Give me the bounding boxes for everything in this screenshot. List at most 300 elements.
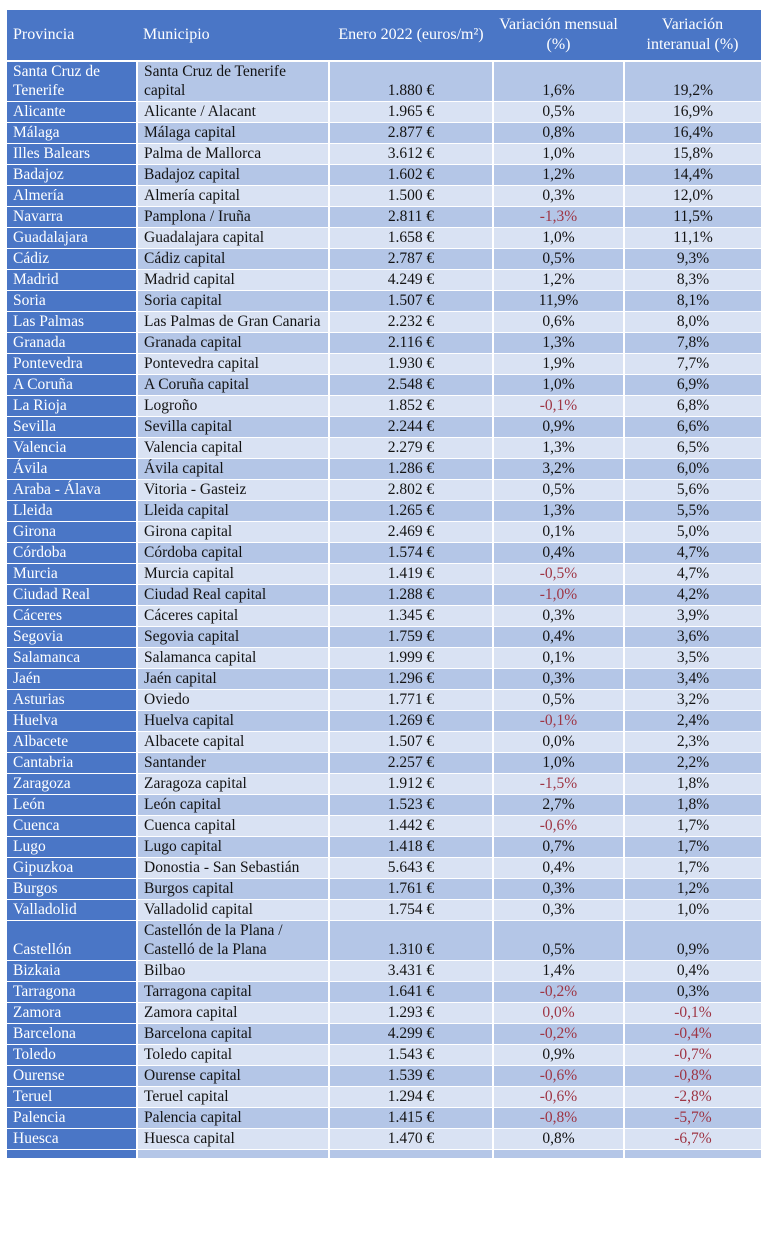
price-cell: 1.965 € xyxy=(329,102,493,123)
table-row xyxy=(7,1129,761,1150)
provincia-cell: Tarragona xyxy=(7,982,137,1003)
monthly-variation-cell: 0,5% xyxy=(493,480,624,501)
price-cell: 2.811 € xyxy=(329,207,493,228)
table-row xyxy=(7,921,761,961)
table-row xyxy=(7,648,761,669)
monthly-variation-cell: 0,5% xyxy=(493,921,624,961)
yearly-variation-cell: 7,8% xyxy=(624,333,761,354)
table-cutoff xyxy=(7,1150,761,1159)
price-cell: 2.802 € xyxy=(329,480,493,501)
provincia-cell: Badajoz xyxy=(7,165,137,186)
monthly-variation-cell: 0,8% xyxy=(493,1129,624,1150)
municipio-cell: Salamanca capital xyxy=(137,648,329,669)
yearly-variation-cell: 8,1% xyxy=(624,291,761,312)
yearly-variation-cell: 4,2% xyxy=(624,585,761,606)
price-cell: 2.469 € xyxy=(329,522,493,543)
price-cell: 1.641 € xyxy=(329,982,493,1003)
header-row xyxy=(7,10,761,61)
monthly-variation-cell: 1,0% xyxy=(493,144,624,165)
municipio-cell: Palma de Mallorca xyxy=(137,144,329,165)
cutoff-cell xyxy=(493,1150,624,1159)
municipio-cell: Guadalajara capital xyxy=(137,228,329,249)
price-cell: 3.431 € xyxy=(329,961,493,982)
price-cell: 1.415 € xyxy=(329,1108,493,1129)
monthly-variation-cell: 0,9% xyxy=(493,417,624,438)
monthly-variation-cell: 11,9% xyxy=(493,291,624,312)
monthly-variation-cell: 0,0% xyxy=(493,732,624,753)
monthly-variation-cell: 0,0% xyxy=(493,1003,624,1024)
municipio-cell: Santa Cruz de Tenerife capital xyxy=(137,61,329,102)
monthly-variation-cell: 1,9% xyxy=(493,354,624,375)
monthly-variation-cell: 1,2% xyxy=(493,165,624,186)
municipio-cell: Teruel capital xyxy=(137,1087,329,1108)
table-row xyxy=(7,459,761,480)
yearly-variation-cell: -5,7% xyxy=(624,1108,761,1129)
provincia-cell: Cáceres xyxy=(7,606,137,627)
monthly-variation-cell: 1,0% xyxy=(493,753,624,774)
table-row xyxy=(7,753,761,774)
municipio-cell: Tarragona capital xyxy=(137,982,329,1003)
municipio-cell: Huesca capital xyxy=(137,1129,329,1150)
monthly-variation-cell: 1,3% xyxy=(493,501,624,522)
table-row xyxy=(7,249,761,270)
price-cell: 1.269 € xyxy=(329,711,493,732)
provincia-cell: Navarra xyxy=(7,207,137,228)
provincia-cell: Gipuzkoa xyxy=(7,858,137,879)
provincia-cell: Huesca xyxy=(7,1129,137,1150)
monthly-variation-cell: -0,1% xyxy=(493,711,624,732)
municipio-cell: Segovia capital xyxy=(137,627,329,648)
monthly-variation-cell: 2,7% xyxy=(493,795,624,816)
provincia-cell: Zamora xyxy=(7,1003,137,1024)
price-cell: 1.771 € xyxy=(329,690,493,711)
municipio-cell: Lugo capital xyxy=(137,837,329,858)
price-cell: 2.244 € xyxy=(329,417,493,438)
municipio-cell: Zaragoza capital xyxy=(137,774,329,795)
table-row xyxy=(7,669,761,690)
provincia-cell: Almería xyxy=(7,186,137,207)
municipio-cell: Ávila capital xyxy=(137,459,329,480)
price-cell: 1.912 € xyxy=(329,774,493,795)
municipio-cell: A Coruña capital xyxy=(137,375,329,396)
monthly-variation-cell: 0,3% xyxy=(493,879,624,900)
municipio-cell: Burgos capital xyxy=(137,879,329,900)
price-cell: 2.787 € xyxy=(329,249,493,270)
table-row xyxy=(7,123,761,144)
municipio-cell: Valencia capital xyxy=(137,438,329,459)
table-row xyxy=(7,144,761,165)
price-cell: 1.293 € xyxy=(329,1003,493,1024)
monthly-variation-cell: -0,2% xyxy=(493,1024,624,1045)
price-cell: 2.257 € xyxy=(329,753,493,774)
monthly-variation-cell: 0,1% xyxy=(493,522,624,543)
price-cell: 1.288 € xyxy=(329,585,493,606)
provincia-cell: Girona xyxy=(7,522,137,543)
monthly-variation-cell: 1,6% xyxy=(493,61,624,102)
table-row xyxy=(7,1108,761,1129)
municipio-cell: Barcelona capital xyxy=(137,1024,329,1045)
cutoff-row xyxy=(7,1150,761,1159)
municipio-cell: Córdoba capital xyxy=(137,543,329,564)
monthly-variation-cell: 0,7% xyxy=(493,837,624,858)
table-row xyxy=(7,732,761,753)
monthly-variation-cell: 0,3% xyxy=(493,606,624,627)
municipio-cell: Donostia - San Sebastián xyxy=(137,858,329,879)
yearly-variation-cell: 8,0% xyxy=(624,312,761,333)
provincia-cell: Teruel xyxy=(7,1087,137,1108)
provincia-cell: Santa Cruz de Tenerife xyxy=(7,61,137,102)
municipio-cell: Bilbao xyxy=(137,961,329,982)
price-cell: 2.279 € xyxy=(329,438,493,459)
municipio-cell: Albacete capital xyxy=(137,732,329,753)
provincia-cell: Soria xyxy=(7,291,137,312)
monthly-variation-cell: -1,5% xyxy=(493,774,624,795)
monthly-variation-cell: -0,5% xyxy=(493,564,624,585)
price-cell: 3.612 € xyxy=(329,144,493,165)
table-row xyxy=(7,438,761,459)
municipio-cell: Pontevedra capital xyxy=(137,354,329,375)
yearly-variation-cell: 12,0% xyxy=(624,186,761,207)
yearly-variation-cell: 2,4% xyxy=(624,711,761,732)
yearly-variation-cell: 1,8% xyxy=(624,795,761,816)
yearly-variation-cell: 1,7% xyxy=(624,837,761,858)
provincia-cell: Burgos xyxy=(7,879,137,900)
monthly-variation-cell: -0,6% xyxy=(493,1066,624,1087)
yearly-variation-cell: 6,8% xyxy=(624,396,761,417)
yearly-variation-cell: 6,0% xyxy=(624,459,761,480)
monthly-variation-cell: -0,6% xyxy=(493,1087,624,1108)
municipio-cell: Soria capital xyxy=(137,291,329,312)
price-cell: 1.470 € xyxy=(329,1129,493,1150)
municipio-cell: León capital xyxy=(137,795,329,816)
municipio-cell: Oviedo xyxy=(137,690,329,711)
table-row xyxy=(7,417,761,438)
municipio-cell: Jaén capital xyxy=(137,669,329,690)
provincia-cell: Lugo xyxy=(7,837,137,858)
provincia-cell: Málaga xyxy=(7,123,137,144)
price-cell: 1.930 € xyxy=(329,354,493,375)
yearly-variation-cell: 7,7% xyxy=(624,354,761,375)
price-cell: 2.116 € xyxy=(329,333,493,354)
provincia-cell: León xyxy=(7,795,137,816)
yearly-variation-cell: 2,3% xyxy=(624,732,761,753)
provincia-cell: La Rioja xyxy=(7,396,137,417)
municipio-cell: Granada capital xyxy=(137,333,329,354)
municipio-cell: Madrid capital xyxy=(137,270,329,291)
provincia-cell: Ciudad Real xyxy=(7,585,137,606)
municipio-cell: Santander xyxy=(137,753,329,774)
municipio-cell: Lleida capital xyxy=(137,501,329,522)
table-row xyxy=(7,165,761,186)
provincia-cell: Guadalajara xyxy=(7,228,137,249)
provincia-cell: Bizkaia xyxy=(7,961,137,982)
municipio-cell: Girona capital xyxy=(137,522,329,543)
housing-price-table xyxy=(7,10,761,1159)
municipio-cell: Cáceres capital xyxy=(137,606,329,627)
table-row xyxy=(7,333,761,354)
table-row xyxy=(7,961,761,982)
price-cell: 1.286 € xyxy=(329,459,493,480)
table-row xyxy=(7,61,761,102)
price-cell: 1.345 € xyxy=(329,606,493,627)
price-cell: 1.523 € xyxy=(329,795,493,816)
table-header xyxy=(7,10,761,61)
yearly-variation-cell: 0,4% xyxy=(624,961,761,982)
provincia-cell: Cuenca xyxy=(7,816,137,837)
price-cell: 1.658 € xyxy=(329,228,493,249)
yearly-variation-cell: 8,3% xyxy=(624,270,761,291)
provincia-cell: Huelva xyxy=(7,711,137,732)
price-cell: 1.852 € xyxy=(329,396,493,417)
provincia-cell: Cádiz xyxy=(7,249,137,270)
provincia-cell: Palencia xyxy=(7,1108,137,1129)
table-row xyxy=(7,228,761,249)
price-cell: 1.574 € xyxy=(329,543,493,564)
price-cell: 1.543 € xyxy=(329,1045,493,1066)
table-row xyxy=(7,982,761,1003)
table-row xyxy=(7,375,761,396)
yearly-variation-cell: 15,8% xyxy=(624,144,761,165)
table-row xyxy=(7,291,761,312)
yearly-variation-cell: 1,8% xyxy=(624,774,761,795)
monthly-variation-cell: 0,5% xyxy=(493,690,624,711)
monthly-variation-cell: -1,0% xyxy=(493,585,624,606)
provincia-cell: Salamanca xyxy=(7,648,137,669)
municipio-cell: Pamplona / Iruña xyxy=(137,207,329,228)
yearly-variation-cell: 11,1% xyxy=(624,228,761,249)
monthly-variation-cell: 1,2% xyxy=(493,270,624,291)
municipio-cell: Cuenca capital xyxy=(137,816,329,837)
price-cell: 1.754 € xyxy=(329,900,493,921)
table-row xyxy=(7,543,761,564)
monthly-variation-cell: 0,6% xyxy=(493,312,624,333)
column-header-provincia: Provincia xyxy=(7,10,137,61)
provincia-cell: Granada xyxy=(7,333,137,354)
provincia-cell: Valladolid xyxy=(7,900,137,921)
municipio-cell: Almería capital xyxy=(137,186,329,207)
table-row xyxy=(7,816,761,837)
yearly-variation-cell: -0,8% xyxy=(624,1066,761,1087)
yearly-variation-cell: 9,3% xyxy=(624,249,761,270)
yearly-variation-cell: 4,7% xyxy=(624,543,761,564)
price-cell: 1.310 € xyxy=(329,921,493,961)
yearly-variation-cell: 3,2% xyxy=(624,690,761,711)
monthly-variation-cell: 1,3% xyxy=(493,438,624,459)
table-row xyxy=(7,858,761,879)
table-row xyxy=(7,774,761,795)
provincia-cell: A Coruña xyxy=(7,375,137,396)
table-row xyxy=(7,501,761,522)
price-cell: 2.548 € xyxy=(329,375,493,396)
price-cell: 5.643 € xyxy=(329,858,493,879)
price-cell: 1.999 € xyxy=(329,648,493,669)
municipio-cell: Palencia capital xyxy=(137,1108,329,1129)
monthly-variation-cell: -0,6% xyxy=(493,816,624,837)
price-cell: 1.759 € xyxy=(329,627,493,648)
table-row xyxy=(7,1045,761,1066)
provincia-cell: Castellón xyxy=(7,921,137,961)
table-row xyxy=(7,711,761,732)
table-row xyxy=(7,270,761,291)
provincia-cell: Illes Balears xyxy=(7,144,137,165)
monthly-variation-cell: -0,2% xyxy=(493,982,624,1003)
price-cell: 1.294 € xyxy=(329,1087,493,1108)
table-row xyxy=(7,480,761,501)
provincia-cell: Zaragoza xyxy=(7,774,137,795)
provincia-cell: Pontevedra xyxy=(7,354,137,375)
provincia-cell: Murcia xyxy=(7,564,137,585)
yearly-variation-cell: 1,2% xyxy=(624,879,761,900)
cutoff-cell xyxy=(137,1150,329,1159)
yearly-variation-cell: 5,5% xyxy=(624,501,761,522)
monthly-variation-cell: 0,4% xyxy=(493,543,624,564)
yearly-variation-cell: -6,7% xyxy=(624,1129,761,1150)
yearly-variation-cell: 16,9% xyxy=(624,102,761,123)
table-row xyxy=(7,1003,761,1024)
yearly-variation-cell: 14,4% xyxy=(624,165,761,186)
municipio-cell: Huelva capital xyxy=(137,711,329,732)
municipio-cell: Toledo capital xyxy=(137,1045,329,1066)
monthly-variation-cell: 0,1% xyxy=(493,648,624,669)
price-cell: 1.296 € xyxy=(329,669,493,690)
table-row xyxy=(7,312,761,333)
provincia-cell: Jaén xyxy=(7,669,137,690)
price-cell: 1.507 € xyxy=(329,291,493,312)
cutoff-cell xyxy=(624,1150,761,1159)
provincia-cell: Alicante xyxy=(7,102,137,123)
municipio-cell: Vitoria - Gasteiz xyxy=(137,480,329,501)
yearly-variation-cell: 6,9% xyxy=(624,375,761,396)
price-cell: 1.419 € xyxy=(329,564,493,585)
monthly-variation-cell: 0,4% xyxy=(493,627,624,648)
municipio-cell: Cádiz capital xyxy=(137,249,329,270)
yearly-variation-cell: 5,6% xyxy=(624,480,761,501)
monthly-variation-cell: 1,4% xyxy=(493,961,624,982)
monthly-variation-cell: 0,3% xyxy=(493,186,624,207)
municipio-cell: Ciudad Real capital xyxy=(137,585,329,606)
price-cell: 1.880 € xyxy=(329,61,493,102)
yearly-variation-cell: 3,9% xyxy=(624,606,761,627)
provincia-cell: Albacete xyxy=(7,732,137,753)
table-row xyxy=(7,690,761,711)
provincia-cell: Córdoba xyxy=(7,543,137,564)
yearly-variation-cell: 19,2% xyxy=(624,61,761,102)
price-cell: 1.442 € xyxy=(329,816,493,837)
monthly-variation-cell: 0,3% xyxy=(493,900,624,921)
monthly-variation-cell: 0,5% xyxy=(493,102,624,123)
municipio-cell: Málaga capital xyxy=(137,123,329,144)
table-row xyxy=(7,1066,761,1087)
column-header-variacion-mensual: Variación mensual (%) xyxy=(493,10,624,61)
price-cell: 1.265 € xyxy=(329,501,493,522)
table-row xyxy=(7,354,761,375)
yearly-variation-cell: 4,7% xyxy=(624,564,761,585)
municipio-cell: Alicante / Alacant xyxy=(137,102,329,123)
provincia-cell: Sevilla xyxy=(7,417,137,438)
table-row xyxy=(7,186,761,207)
table-row xyxy=(7,207,761,228)
provincia-cell: Araba - Álava xyxy=(7,480,137,501)
municipio-cell: Badajoz capital xyxy=(137,165,329,186)
table-row xyxy=(7,795,761,816)
cutoff-provincia-cell xyxy=(7,1150,137,1159)
municipio-cell: Logroño xyxy=(137,396,329,417)
yearly-variation-cell: 6,5% xyxy=(624,438,761,459)
table-row xyxy=(7,879,761,900)
cutoff-cell xyxy=(329,1150,493,1159)
table-row xyxy=(7,837,761,858)
provincia-cell: Asturias xyxy=(7,690,137,711)
yearly-variation-cell: -0,7% xyxy=(624,1045,761,1066)
monthly-variation-cell: 0,5% xyxy=(493,249,624,270)
municipio-cell: Sevilla capital xyxy=(137,417,329,438)
monthly-variation-cell: -1,3% xyxy=(493,207,624,228)
table-row xyxy=(7,606,761,627)
monthly-variation-cell: -0,1% xyxy=(493,396,624,417)
yearly-variation-cell: 0,3% xyxy=(624,982,761,1003)
table-row xyxy=(7,900,761,921)
municipio-cell: Ourense capital xyxy=(137,1066,329,1087)
table-row xyxy=(7,522,761,543)
provincia-cell: Ávila xyxy=(7,459,137,480)
column-header-municipio: Municipio xyxy=(137,10,329,61)
provincia-cell: Barcelona xyxy=(7,1024,137,1045)
provincia-cell: Cantabria xyxy=(7,753,137,774)
table-row xyxy=(7,1024,761,1045)
yearly-variation-cell: 11,5% xyxy=(624,207,761,228)
monthly-variation-cell: 1,3% xyxy=(493,333,624,354)
municipio-cell: Murcia capital xyxy=(137,564,329,585)
table-row xyxy=(7,396,761,417)
price-cell: 1.500 € xyxy=(329,186,493,207)
price-cell: 4.249 € xyxy=(329,270,493,291)
table-body xyxy=(7,61,761,1150)
price-cell: 1.418 € xyxy=(329,837,493,858)
price-cell: 2.232 € xyxy=(329,312,493,333)
yearly-variation-cell: 6,6% xyxy=(624,417,761,438)
monthly-variation-cell: 0,3% xyxy=(493,669,624,690)
monthly-variation-cell: -0,8% xyxy=(493,1108,624,1129)
price-cell: 1.761 € xyxy=(329,879,493,900)
provincia-cell: Las Palmas xyxy=(7,312,137,333)
price-cell: 1.507 € xyxy=(329,732,493,753)
price-cell: 2.877 € xyxy=(329,123,493,144)
provincia-cell: Segovia xyxy=(7,627,137,648)
yearly-variation-cell: 1,7% xyxy=(624,858,761,879)
table-row xyxy=(7,564,761,585)
municipio-cell: Zamora capital xyxy=(137,1003,329,1024)
yearly-variation-cell: 16,4% xyxy=(624,123,761,144)
yearly-variation-cell: 3,4% xyxy=(624,669,761,690)
yearly-variation-cell: 1,0% xyxy=(624,900,761,921)
yearly-variation-cell: 1,7% xyxy=(624,816,761,837)
price-cell: 1.539 € xyxy=(329,1066,493,1087)
price-cell: 4.299 € xyxy=(329,1024,493,1045)
column-header-variacion-interanual: Variación interanual (%) xyxy=(624,10,761,61)
monthly-variation-cell: 0,9% xyxy=(493,1045,624,1066)
monthly-variation-cell: 1,0% xyxy=(493,375,624,396)
yearly-variation-cell: -0,4% xyxy=(624,1024,761,1045)
provincia-cell: Lleida xyxy=(7,501,137,522)
table-row xyxy=(7,1087,761,1108)
yearly-variation-cell: 3,6% xyxy=(624,627,761,648)
table-row xyxy=(7,102,761,123)
monthly-variation-cell: 1,0% xyxy=(493,228,624,249)
yearly-variation-cell: 5,0% xyxy=(624,522,761,543)
municipio-cell: Valladolid capital xyxy=(137,900,329,921)
table-row xyxy=(7,627,761,648)
monthly-variation-cell: 0,8% xyxy=(493,123,624,144)
